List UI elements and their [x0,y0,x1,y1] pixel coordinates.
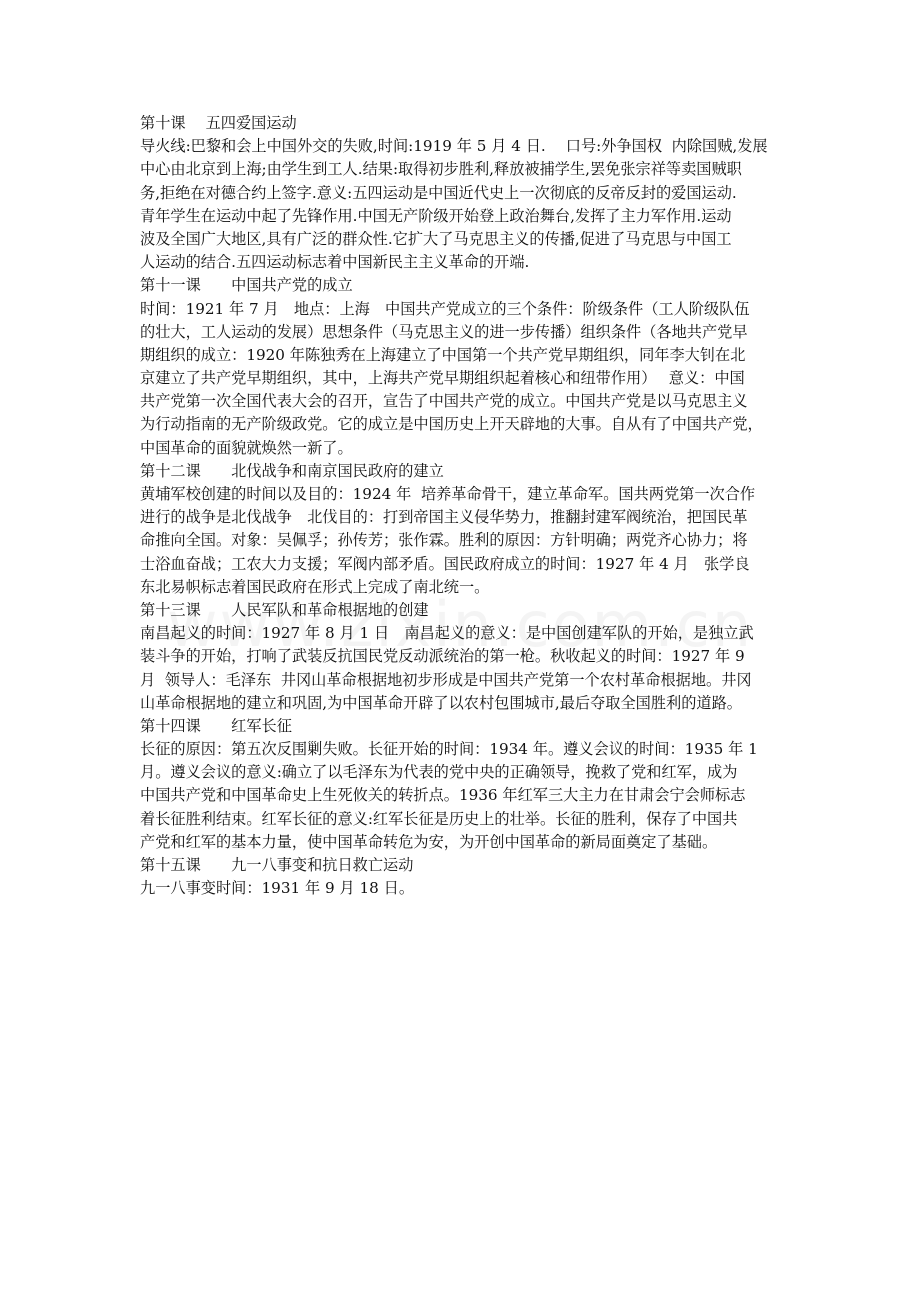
text-line: 士浴血奋战；工农大力支援；军阀内部矛盾。国民政府成立的时间：1927 年 4 月 张学良 [140,554,750,573]
text-line: 务,拒绝在对德合约上签字.意义:五四运动是中国近代史上一次彻底的反帝反封的爱国运动. [140,183,737,202]
text-line: 九一八事变时间：1931 年 9 月 18 日。 [140,879,415,898]
text-line: 山革命根据地的建立和巩固,为中国革命开辟了以农村包围城市,最后夺取全国胜利的道路。 [140,693,742,712]
text-line: 产党和红军的基本力量，使中国革命转危为安，为开创中国革命的新局面奠定了基础。 [140,832,718,851]
text-line: 人运动的结合.五四运动标志着中国新民主主义革命的开端. [140,253,530,272]
document-body [140,112,788,900]
text-line: 青年学生在运动中起了先锋作用.中国无产阶级开始登上政治舞台,发挥了主力军作用.运动 [140,206,732,225]
text-line: 月。遵义会议的意义:确立了以毛泽东为代表的党中央的正确领导，挽救了党和红军，成为 [140,763,738,782]
lesson-13-heading: 第十三课 人民军队和革命根据地的创建 [140,600,429,619]
text-line: 装斗争的开始，打响了武装反抗国民党反动派统治的第一枪。秋收起义的时间：1927 年 9 [140,647,745,666]
text-line: 共产党第一次全国代表大会的召开，宣告了中国共产党的成立。中国共产党是以马克思主义 [140,392,748,411]
text-line: 中国共产党和中国革命史上生死攸关的转折点。1936 年红军三大主力在甘肃会宁会师标志 [140,786,746,805]
lesson-11-heading: 第十一课 中国共产党的成立 [140,276,353,295]
text-line: 命推向全国。对象：吴佩孚；孙传芳；张作霖。胜利的原因：方针明确；两党齐心协力；将 [140,531,748,550]
text-line: 波及全国广大地区,具有广泛的群众性.它扩大了马克思主义的传播,促进了马克思与中国工 [140,229,732,248]
text-line: 导火线:巴黎和会上中国外交的失败,时间:1919 年 5 月 4 日. 口号:外争国权 内除国贼,发展 [140,137,768,156]
lesson-12-heading: 第十二课 北伐战争和南京国民政府的建立 [140,461,444,480]
text-line: 进行的战争是北伐战争 北伐目的：打到帝国主义侵华势力，推翻封建军阀统治，把国民革 [140,508,748,527]
lesson-10-heading: 第十课 五四爱国运动 [140,114,297,132]
text-line: 东北易帜标志着国民政府在形式上完成了南北统一。 [140,577,490,596]
text-line: 为行动指南的无产阶级政党。它的成立是中国历史上开天辟地的大事。自从有了中国共产党， [140,415,763,434]
text-line: 京建立了共产党早期组织，其中，上海共产党早期组织起着核心和纽带作用） 意义：中国 [140,369,745,388]
text-line: 中国革命的面貌就焕然一新了。 [140,438,353,457]
text-line: 着长征胜利结束。红军长征的意义:红军长征是历史上的壮举。长征的胜利，保存了中国共 [140,809,738,828]
text-line: 南昌起义的时间：1927 年 8 月 1 日 南昌起义的意义：是中国创建军队的开始，是独立武 [140,624,754,643]
text-line: 长征的原因：第五次反围剿失败。长征开始的时间：1934 年。遵义会议的时间：1935 年 1 [140,740,758,759]
text-line: 黄埔军校创建的时间以及目的：1924 年 培养革命骨干，建立革命军。国共两党第一次合作 [140,485,756,503]
text-line: 月 领导人：毛泽东 井冈山革命根据地初步形成是中国共产党第一个农村革命根据地。井冈 [140,670,752,689]
lesson-14-heading: 第十四课 红军长征 [140,716,292,735]
text-line: 的壮大，工人运动的发展）思想条件（马克思主义的进一步传播）组织条件（各地共产党早 [140,322,748,341]
text-line: 中心由北京到上海;由学生到工人.结果:取得初步胜利,释放被捕学生,罢免张宗祥等卖国贼职 [140,160,742,179]
text-line: 期组织的成立：1920 年陈独秀在上海建立了中国第一个共产党早期组织，同年李大钊在北 [140,345,746,364]
text-line: 时间：1921 年 7 月 地点：上海 中国共产党成立的三个条件：阶级条件（工人阶级队伍 [140,299,750,318]
lesson-15-heading: 第十五课 九一八事变和抗日救亡运动 [140,856,414,874]
